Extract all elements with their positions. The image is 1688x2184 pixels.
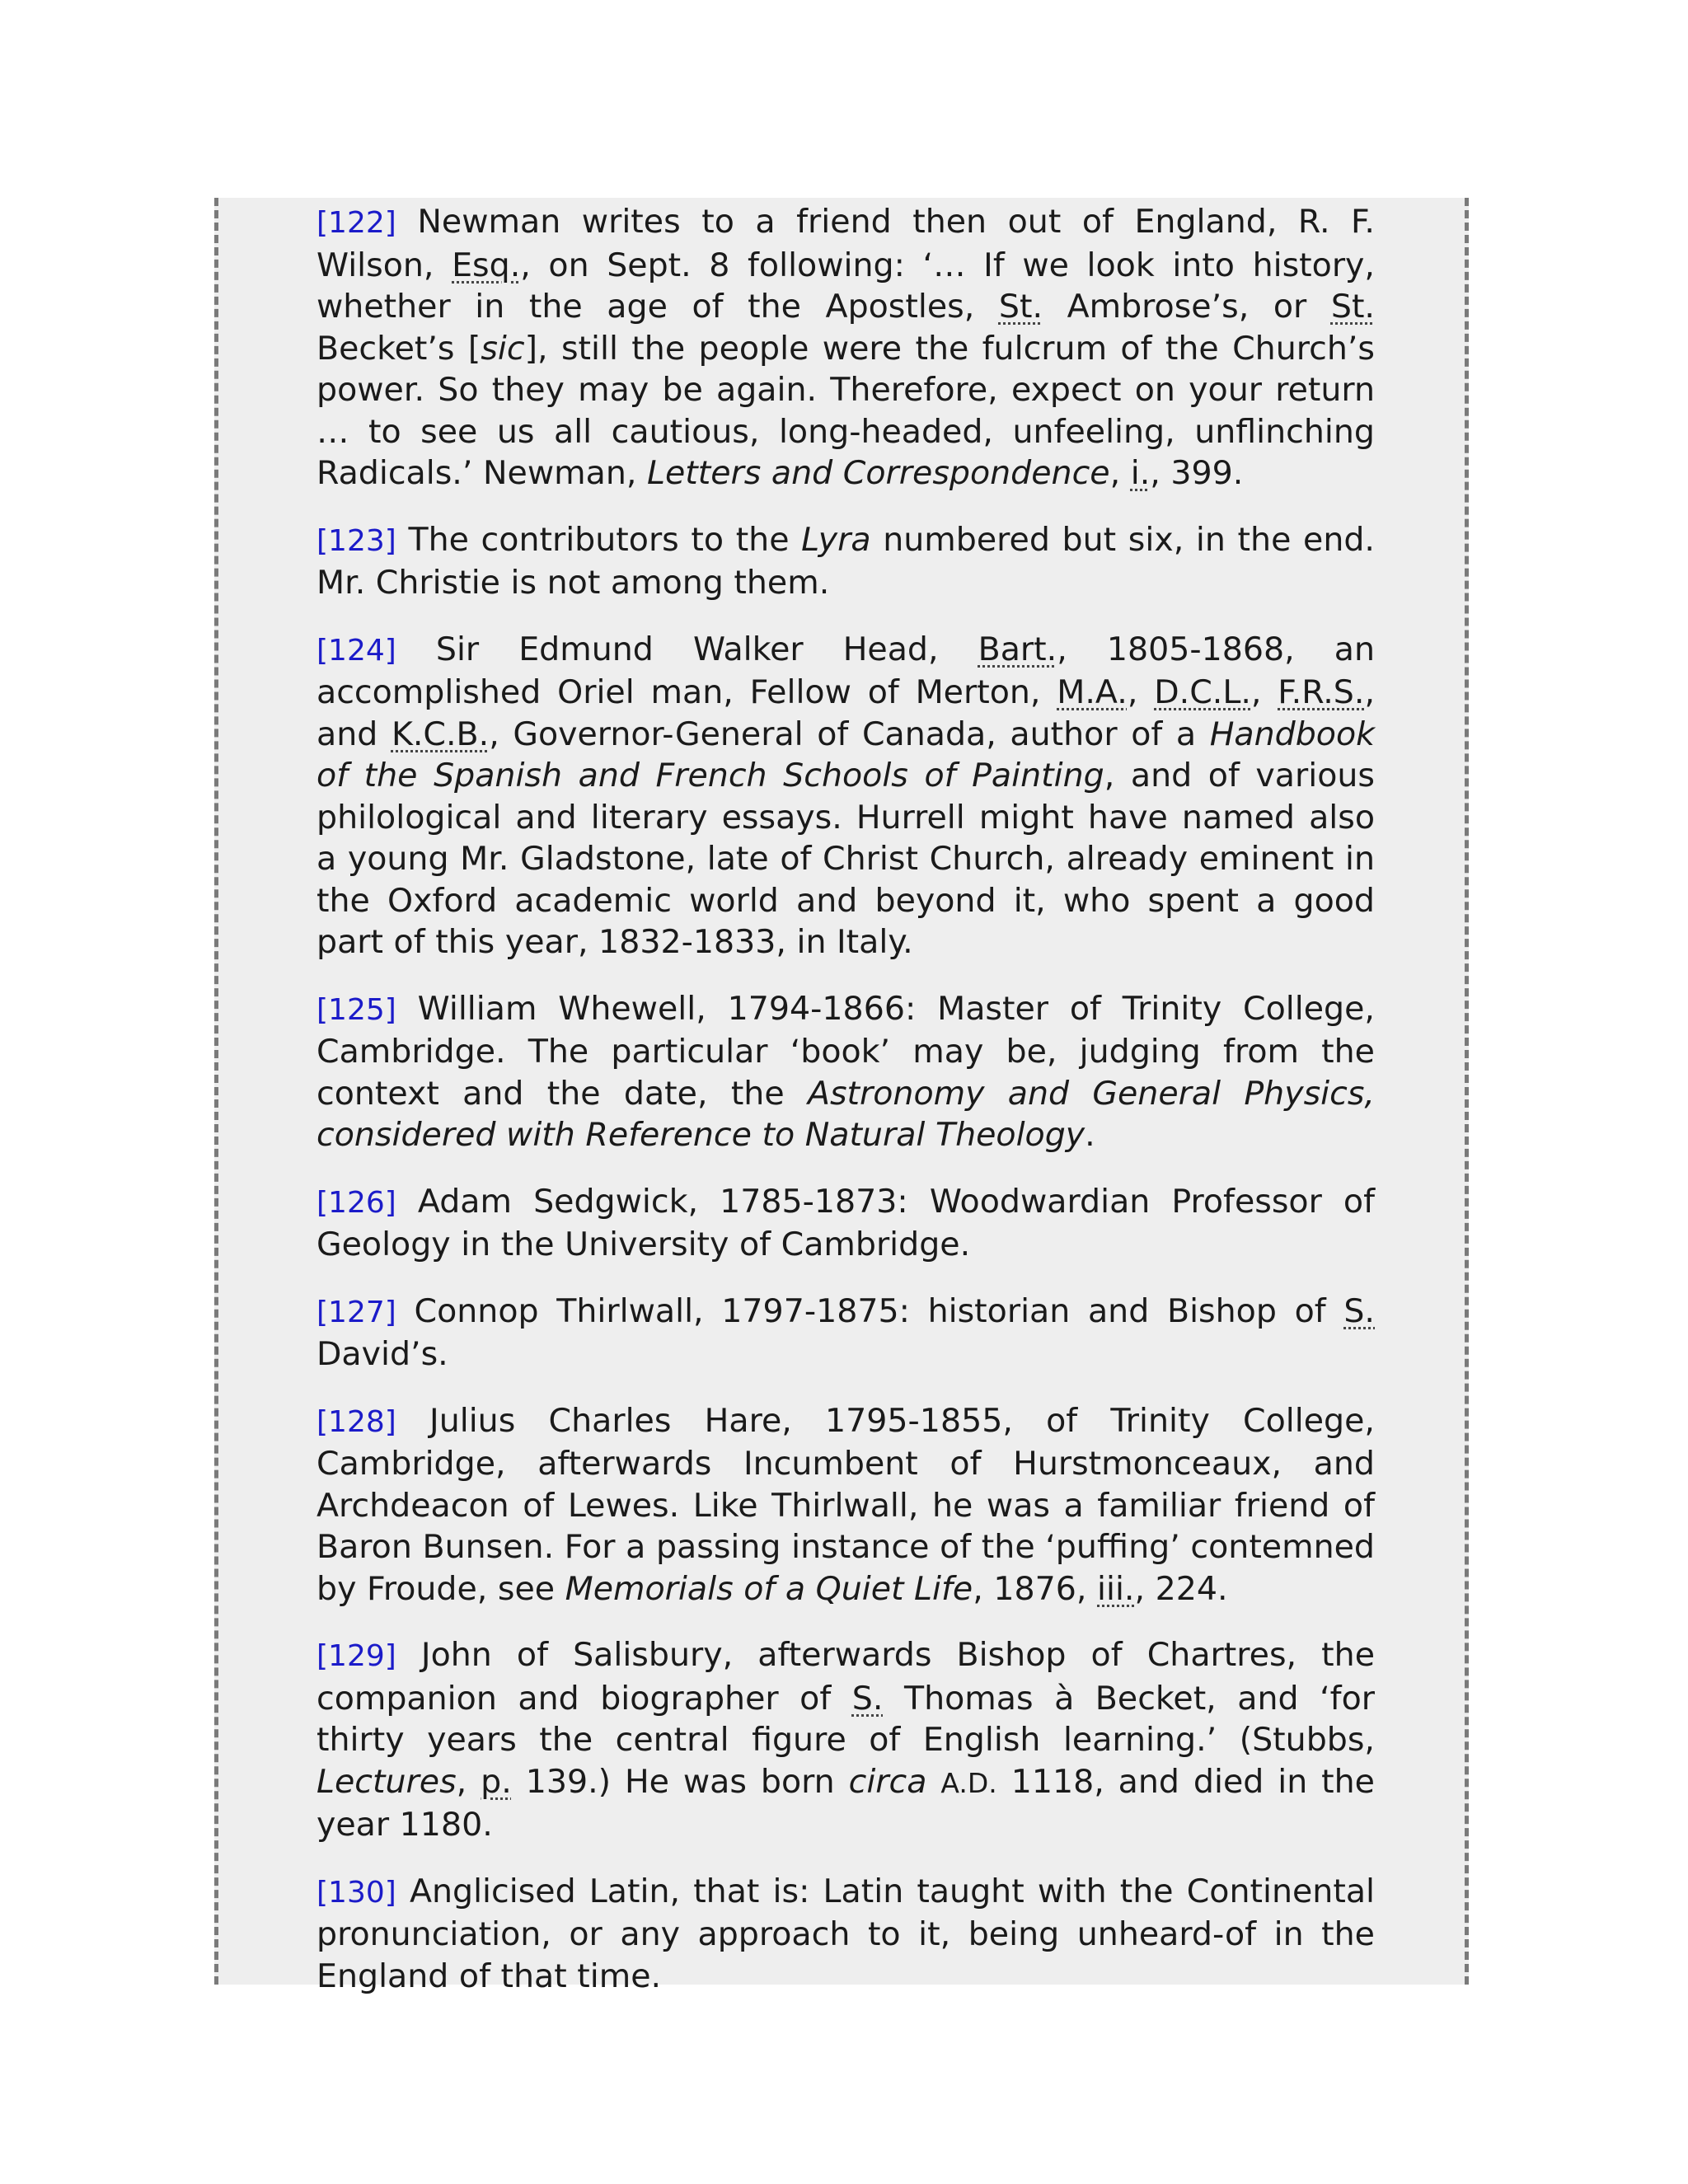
footnote	[316, 629, 1375, 963]
footnote-text: .	[1085, 1116, 1095, 1154]
footnote-ref-link[interactable]: [127]	[316, 1295, 396, 1329]
footnote-text: Julius Charles Hare, 1795-1855, of Trinity College, Cambridge, afterwards Incumbent of Hurstmonceaux, and Archdeacon of Lewes. Like Thirlwall, he was a familiar friend of Baron Bunsen. For a passing instance of the ‘puffing’ contemned by Froude, see	[316, 1401, 1375, 1608]
footnote-text: , 224.	[1134, 1569, 1228, 1608]
footnote-text: , 1876,	[973, 1569, 1097, 1608]
footnote-ref-link[interactable]: [130]	[316, 1875, 396, 1910]
abbreviation: M.A.	[1057, 673, 1128, 711]
abbreviation: St.	[1330, 288, 1375, 326]
footnote-text: , and of various philological and literary essays. Hurrell might have named also a young Mr. Gladstone, late of Christ Church, already eminent in the Oxford academic world and beyond it, who spent a good part of this year, 1832-1833, in Italy.	[316, 757, 1376, 961]
footnote-text: ,	[1109, 454, 1131, 492]
footnote-text: Ambrose’s, or	[1043, 288, 1331, 326]
abbreviation: S.	[851, 1679, 884, 1718]
footnote-text: ,	[1250, 673, 1278, 711]
abbreviation: i.	[1130, 454, 1151, 492]
footnote-text: , 399.	[1150, 454, 1244, 492]
abbreviation: F.R.S.	[1278, 673, 1365, 711]
italic-title: Letters and Correspondence	[646, 454, 1110, 492]
footnote-text: Thomas à Becket, and ‘for thirty years the central figure of English learning.’ (Stubbs,	[316, 1679, 1375, 1759]
abbreviation: Bart.	[978, 630, 1057, 668]
footnote-text: The contributors to the	[396, 520, 802, 559]
italic-title: sic	[481, 329, 525, 368]
footnote-ref-link[interactable]: [125]	[316, 992, 396, 1027]
footnote	[316, 1291, 1375, 1376]
small-caps-text: A.D.	[940, 1766, 997, 1799]
footnote-text: Anglicised Latin, that is: Latin taught with the Continental pronunciation, or any approach to it, being unheard-of in the England of that time.	[316, 1872, 1375, 1995]
footnote-text: Connop Thirlwall, 1797-1875: historian and Bishop of	[396, 1291, 1344, 1330]
footnotes-list	[316, 201, 1375, 2022]
italic-title: Handbook of the Spanish and French Schools of Painting	[316, 715, 1376, 794]
footnote-text: ,	[1127, 673, 1155, 711]
footnote-ref-link[interactable]: [126]	[316, 1185, 396, 1220]
footnote-text: ], still the people were the fulcrum of the Church’s power. So they may be again. Therefore, expect on your return … to see us all cautious, long-headed, unfeeling, unflinching Radicals.’ Newman,	[316, 329, 1375, 492]
footnote	[316, 519, 1375, 604]
footnote	[316, 1871, 1375, 1998]
footnote-text: 1118, and died in the year 1180.	[316, 1762, 1375, 1844]
footnote-text: John of Salisbury, afterwards Bishop of Chartres, the companion and biographer of	[316, 1636, 1375, 1718]
footnote-text: , and	[316, 673, 1375, 753]
footnote-text: 139.) He was born	[511, 1762, 849, 1801]
abbreviation: Esq.	[452, 246, 521, 284]
footnote	[316, 1634, 1375, 1846]
footnote	[316, 988, 1375, 1156]
footnote-ref-link[interactable]: [124]	[316, 633, 396, 668]
italic-title: circa	[848, 1762, 927, 1801]
italic-title: Astronomy and General Physics, considered with Reference to Natural Theology	[316, 1074, 1375, 1154]
footnote-text: Newman writes to a friend then out of England, R. F. Wilson,	[316, 203, 1375, 284]
footnote-text: Sir Edmund Walker Head,	[396, 630, 978, 668]
italic-title: Lyra	[801, 520, 871, 559]
footnote-ref-link[interactable]: [123]	[316, 523, 396, 558]
footnote-text: William Whewell, 1794-1866: Master of Trinity College, Cambridge. The particular ‘book’ may be, judging from the context and the date, the	[316, 989, 1375, 1113]
footnote-ref-link[interactable]: [129]	[316, 1639, 396, 1673]
footnote-text: , on Sept. 8 following: ‘… If we look into history, whether in the age of the Apostles,	[316, 246, 1375, 326]
abbreviation: p.	[481, 1762, 512, 1801]
italic-title: Memorials of a Quiet Life	[565, 1569, 973, 1608]
footnote	[316, 1181, 1375, 1266]
italic-title: Lectures	[316, 1762, 457, 1801]
abbreviation: iii.	[1097, 1569, 1135, 1608]
abbreviation: K.C.B.	[391, 715, 490, 753]
footnote-text: ,	[456, 1762, 481, 1801]
footnote-text: Becket’s [	[316, 329, 481, 368]
footnote	[316, 201, 1375, 494]
footnote-text: , Governor-General of Canada, author of a	[489, 715, 1210, 753]
abbreviation: St.	[998, 288, 1043, 326]
abbreviation: D.C.L.	[1154, 673, 1251, 711]
footnote-text	[926, 1763, 940, 1801]
footnote-text: numbered but six, in the end. Mr. Christie is not among them.	[316, 520, 1375, 602]
footnote-text: David’s.	[316, 1335, 448, 1373]
footnote-ref-link[interactable]: [128]	[316, 1404, 396, 1439]
footnote-ref-link[interactable]: [122]	[316, 206, 396, 240]
footnote	[316, 1400, 1375, 1610]
abbreviation: S.	[1343, 1291, 1375, 1330]
footnote-text: , 1805-1868, an accomplished Oriel man, Fellow of Merton,	[316, 630, 1375, 711]
footnote-text: Adam Sedgwick, 1785-1873: Woodwardian Professor of Geology in the University of Cambridge.	[316, 1182, 1375, 1263]
